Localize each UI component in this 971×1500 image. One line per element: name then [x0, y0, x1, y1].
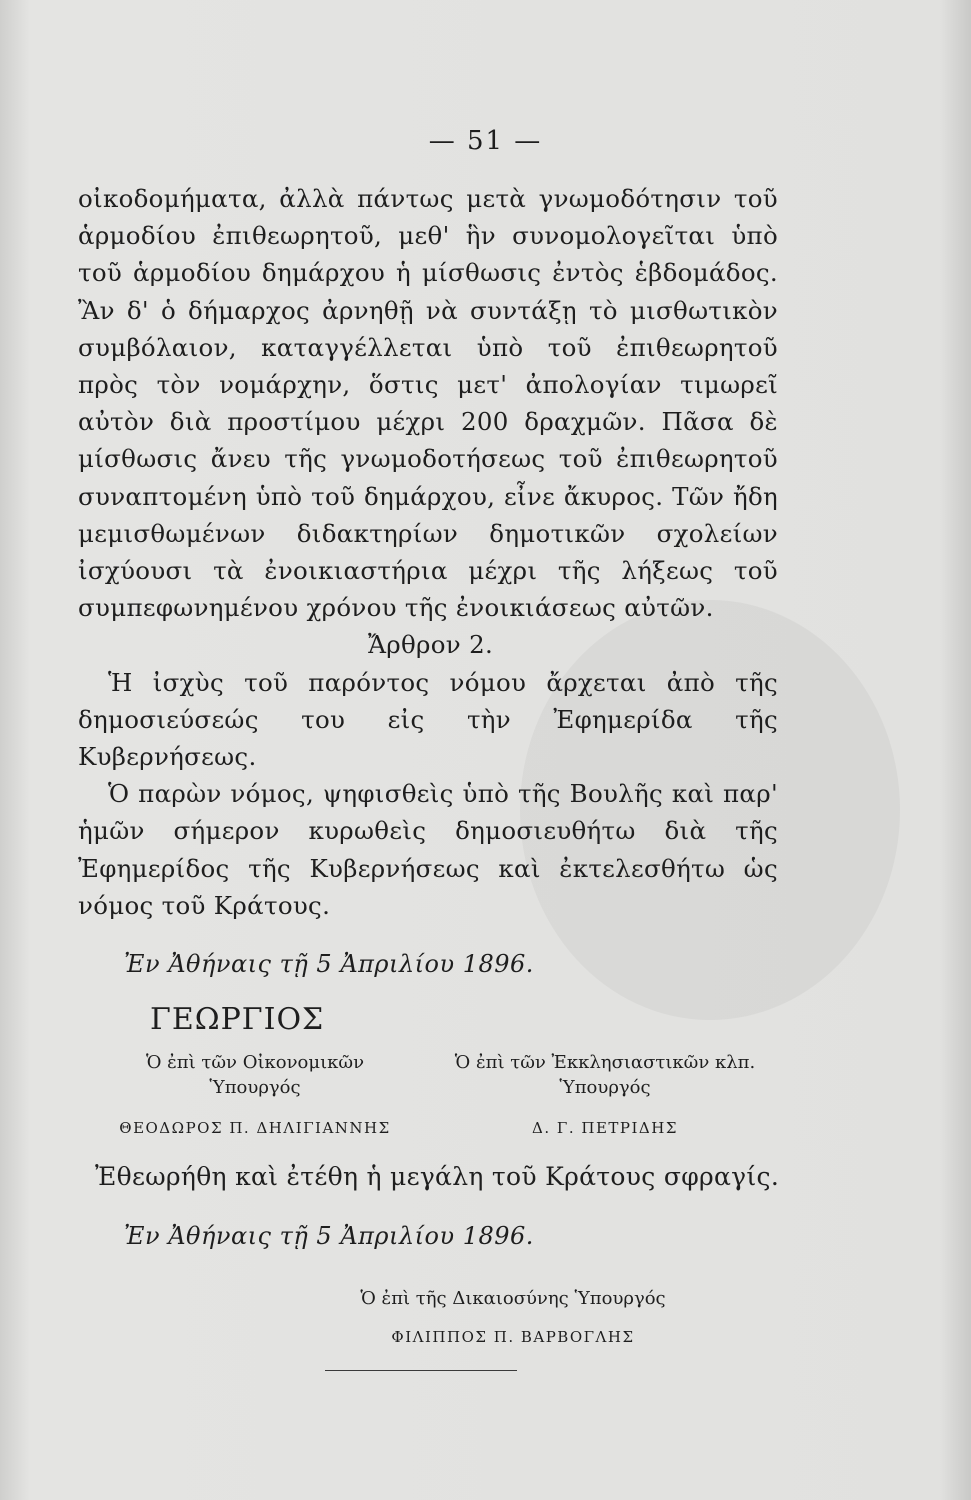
- article-heading: Ἄρθρον 2.: [368, 630, 494, 660]
- page-number: — 51 —: [428, 126, 543, 156]
- minister-ecclesiastical-role: Ὑπουργός: [559, 1077, 651, 1098]
- minister-ecclesiastical-title: Ὁ ἐπὶ τῶν Ἐκκλησιαστικῶν κλπ.: [454, 1052, 756, 1073]
- closing-rule: [325, 1370, 517, 1371]
- minister-justice-name: ΦΙΛΙΠΠΟΣ Π. ΒΑΡΒΟΓΛΗΣ: [391, 1328, 635, 1346]
- date-line-seal: Ἐν Ἀθήναις τῇ 5 Ἀπριλίου 1896.: [124, 1222, 534, 1250]
- paragraph-article-2: Ἡ ἰσχὺς τοῦ παρόντος νόμου ἄρχεται ἀπὸ τῆς δημοσιεύσεώς του εἰς τὴν Ἐφημερίδα τῆς Κυβερνήσεως.: [78, 667, 778, 772]
- seal-statement: Ἐθεωρήθη καὶ ἐτέθη ἡ μεγάλη τοῦ Κράτους σφραγίς.: [95, 1162, 780, 1191]
- minister-finance-block: [95, 1050, 415, 1141]
- minister-justice-block: [338, 1286, 688, 1350]
- paragraph-promulgation: Ὁ παρὼν νόμος, ψηφισθεὶς ὑπὸ τῆς Βουλῆς καὶ παρ' ἡμῶν σήμερον κυρωθεὶς δημοσιευθήτω διὰ τῆς Ἐφημερίδος τῆς Κυβερνήσεως καὶ ἐκτελεσθήτω ὡς νόμος τοῦ Κράτους.: [78, 779, 778, 920]
- law-text: [78, 180, 778, 924]
- minister-justice-title: Ὁ ἐπὶ τῆς Δικαιοσύνης Ὑπουργός: [360, 1288, 666, 1309]
- minister-ecclesiastical-name: Δ. Γ. ΠΕΤΡΙΔΗΣ: [532, 1119, 678, 1137]
- date-line-signature: Ἐν Ἀθήναις τῇ 5 Ἀπριλίου 1896.: [124, 950, 534, 978]
- king-signature: ΓΕΩΡΓΙΟΣ: [150, 1002, 325, 1037]
- minister-finance-name: ΘΕΟΔΩΡΟΣ Π. ΔΗΛΙΓΙΑΝΝΗΣ: [119, 1119, 391, 1137]
- minister-finance-role: Ὑπουργός: [209, 1077, 301, 1098]
- paragraph-continuation: οἰκοδομήματα, ἀλλὰ πάντως μετὰ γνωμοδότησιν τοῦ ἁρμοδίου ἐπιθεωρητοῦ, μεθ' ἣν συνομολογεῖται ὑπὸ τοῦ ἁρμοδίου δημάρχου ἡ μίσθωσις ἐντὸς ἑβδομάδος. Ἂν δ' ὁ δήμαρχος ἀρνηθῇ νὰ συντάξῃ τὸ μισθωτικὸν συμβόλαιον, καταγγέλλεται ὑπὸ τοῦ ἐπιθεωρητοῦ πρὸς τὸν νομάρχην, ὅστις μετ' ἀπολογίαν τιμωρεῖ αὐτὸν διὰ προστίμου μέχρι 200 δραχμῶν. Πᾶσα δὲ μίσθωσις ἄνευ τῆς γνωμοδοτήσεως τοῦ ἐπιθεωρητοῦ συναπτομένη ὑπὸ τοῦ δημάρχου, εἶνε ἄκυρος. Τῶν ἤδη μεμισθωμένων διδακτηρίων δημοτικῶν σχολείων ἰσχύουσι τὰ ἐνοικιαστήρια μέχρι τῆς λήξεως τοῦ συμπεφωνημένου χρόνου τῆς ἐνοικιάσεως αὐτῶν.: [78, 184, 778, 623]
- minister-ecclesiastical-block: [430, 1050, 780, 1141]
- minister-finance-title: Ὁ ἐπὶ τῶν Οἰκονομικῶν: [145, 1052, 365, 1073]
